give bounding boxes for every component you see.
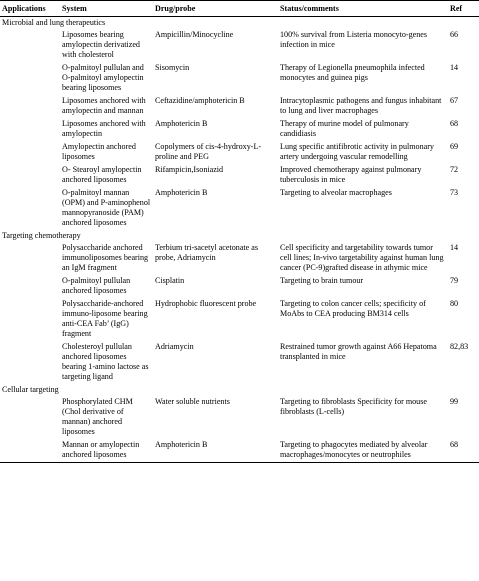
drug-probe-cell: Amphotericin B	[155, 119, 208, 128]
header-system: System	[62, 4, 87, 13]
status-comments-cell: Targeting to phagocytes mediated by alveolar macrophages/monocytes or neutrophiles	[280, 440, 428, 459]
ref-cell: 67	[450, 96, 459, 105]
system-cell: Liposomes anchored with amylopectin	[62, 119, 146, 138]
status-comments-cell: Intracytoplasmic pathogens and fungus inhabitant to lung and liver macrophages	[280, 96, 442, 115]
system-cell: Amylopectin anchored liposomes	[62, 142, 136, 161]
section-title: Microbial and lung therapeutics	[2, 18, 106, 27]
application-cell	[0, 141, 60, 164]
application-cell	[0, 275, 60, 298]
table-row	[0, 95, 479, 118]
table-row	[0, 141, 479, 164]
application-cell	[0, 242, 60, 275]
system-cell: Polysaccharide-anchored immuno-liposome bearing anti-CEA Fab’ (IgG) fragment	[62, 299, 148, 338]
table-body	[0, 17, 479, 463]
drug-probe-cell: Amphotericin B	[155, 440, 208, 449]
ref-cell: 82,83	[450, 342, 469, 351]
system-cell: O-palmitoyl pullulan anchored liposomes	[62, 276, 131, 295]
status-comments-cell: Targeting to brain tumour	[280, 276, 364, 285]
ref-cell: 14	[450, 243, 459, 252]
table-header-row	[0, 1, 479, 17]
system-cell: Phosphorylated CHM (Chol derivative of mannan) anchored liposomes	[62, 397, 133, 436]
drug-probe-cell: Copolymers of cis-4-hydroxy-L-proline and PEG	[155, 142, 262, 161]
system-cell: Mannan or amylopectin anchored liposomes	[62, 440, 140, 459]
ref-cell: 68	[450, 119, 459, 128]
system-cell: Polysaccharide anchored immunoliposomes bearing an IgM fragment	[62, 243, 149, 272]
ref-cell: 69	[450, 142, 459, 151]
header-applications: Applications	[2, 4, 46, 13]
drug-probe-cell: Cisplatin	[155, 276, 185, 285]
ref-cell: 80	[450, 299, 459, 308]
application-cell	[0, 118, 60, 141]
table-row	[0, 275, 479, 298]
header-drug-probe: Drug/probe	[155, 4, 196, 13]
table-row	[0, 341, 479, 384]
ref-cell: 14	[450, 63, 459, 72]
table-row	[0, 298, 479, 341]
status-comments-cell: 100% survival from Listeria monocyto-genes infection in mice	[280, 30, 427, 49]
application-cell	[0, 298, 60, 341]
drug-probe-cell: Amphotericin B	[155, 188, 208, 197]
application-cell	[0, 29, 60, 62]
system-cell: O-palmitoyl mannan (OPM) and P-aminophenol mannopyranoside (PAM) anchored liposomes	[62, 188, 151, 227]
drug-probe-cell: Hydrophobic fluorescent probe	[155, 299, 257, 308]
header-ref: Ref	[450, 4, 463, 13]
table-row	[0, 62, 479, 95]
application-cell	[0, 187, 60, 230]
table-row	[0, 242, 479, 275]
ref-cell: 73	[450, 188, 459, 197]
application-cell	[0, 62, 60, 95]
section-title: Cellular targeting	[2, 385, 59, 394]
table-row	[0, 29, 479, 62]
drug-probe-cell: Terbium tri-sacetyl acetonate as probe, Adriamycin	[155, 243, 259, 262]
ref-cell: 79	[450, 276, 459, 285]
application-cell	[0, 439, 60, 463]
system-cell: Liposomes anchored with amylopectin and mannan	[62, 96, 146, 115]
system-cell: O-palmitoyl pullulan and O-palmitoyl amylopectin bearing liposomes	[62, 63, 144, 92]
status-comments-cell: Therapy of murine model of pulmonary candidiasis	[280, 119, 409, 138]
table-row	[0, 439, 479, 463]
ref-cell: 72	[450, 165, 459, 174]
status-comments-cell: Cell specificity and targetability towards tumor cell lines; In-vivo targetability against human lung cancer (PC-9)grafted disease in athymic mice	[280, 243, 444, 272]
drug-probe-cell: Sisomycin	[155, 63, 190, 72]
status-comments-cell: Improved chemotherapy against pulmonary tuberculosis in mice	[280, 165, 422, 184]
ref-cell: 66	[450, 30, 459, 39]
drug-probe-cell: Water soluble nutrients	[155, 397, 230, 406]
header-status-comments: Status/comments	[280, 4, 339, 13]
application-cell	[0, 341, 60, 384]
status-comments-cell: Targeting to fibroblasts Specificity for mouse fibroblasts (L-cells)	[280, 397, 427, 416]
section-header-row	[0, 230, 479, 242]
drug-probe-cell: Ceftazidine/amphotericin B	[155, 96, 245, 105]
section-header-row	[0, 17, 479, 30]
status-comments-cell: Targeting to alveolar macrophages	[280, 188, 392, 197]
status-comments-cell: Therapy of Legionella pneumophila infected monocytes and guinea pigs	[280, 63, 425, 82]
status-comments-cell: Targeting to colon cancer cells; specificity of MoAbs to CEA producing BM314 cells	[280, 299, 426, 318]
application-cell	[0, 95, 60, 118]
drug-probe-cell: Adriamycin	[155, 342, 194, 351]
section-header-row	[0, 384, 479, 396]
ref-cell: 99	[450, 397, 459, 406]
status-comments-cell: Restrained tumor growth against A66 Hepatoma transplanted in mice	[280, 342, 437, 361]
system-cell: Cholesteroyl pullulan anchored liposomes bearing 1-amino lactose as targeting ligand	[62, 342, 149, 381]
system-cell: O- Stearoyl amylopectin anchored liposomes	[62, 165, 142, 184]
drug-probe-cell: Ampicillin/Minocycline	[155, 30, 234, 39]
section-title: Targeting chemotherapy	[2, 231, 81, 240]
ref-cell: 68	[450, 440, 459, 449]
table-row	[0, 118, 479, 141]
system-cell: Liposomes bearing amylopectin derivatized with cholesterol	[62, 30, 140, 59]
table-row	[0, 187, 479, 230]
table-row	[0, 164, 479, 187]
application-cell	[0, 164, 60, 187]
table-row	[0, 396, 479, 439]
application-cell	[0, 396, 60, 439]
drug-probe-cell: Rifampicin,Isoniazid	[155, 165, 224, 174]
status-comments-cell: Lung specific antifibrotic activity in pulmonary artery undergoing vascular remodelling	[280, 142, 434, 161]
